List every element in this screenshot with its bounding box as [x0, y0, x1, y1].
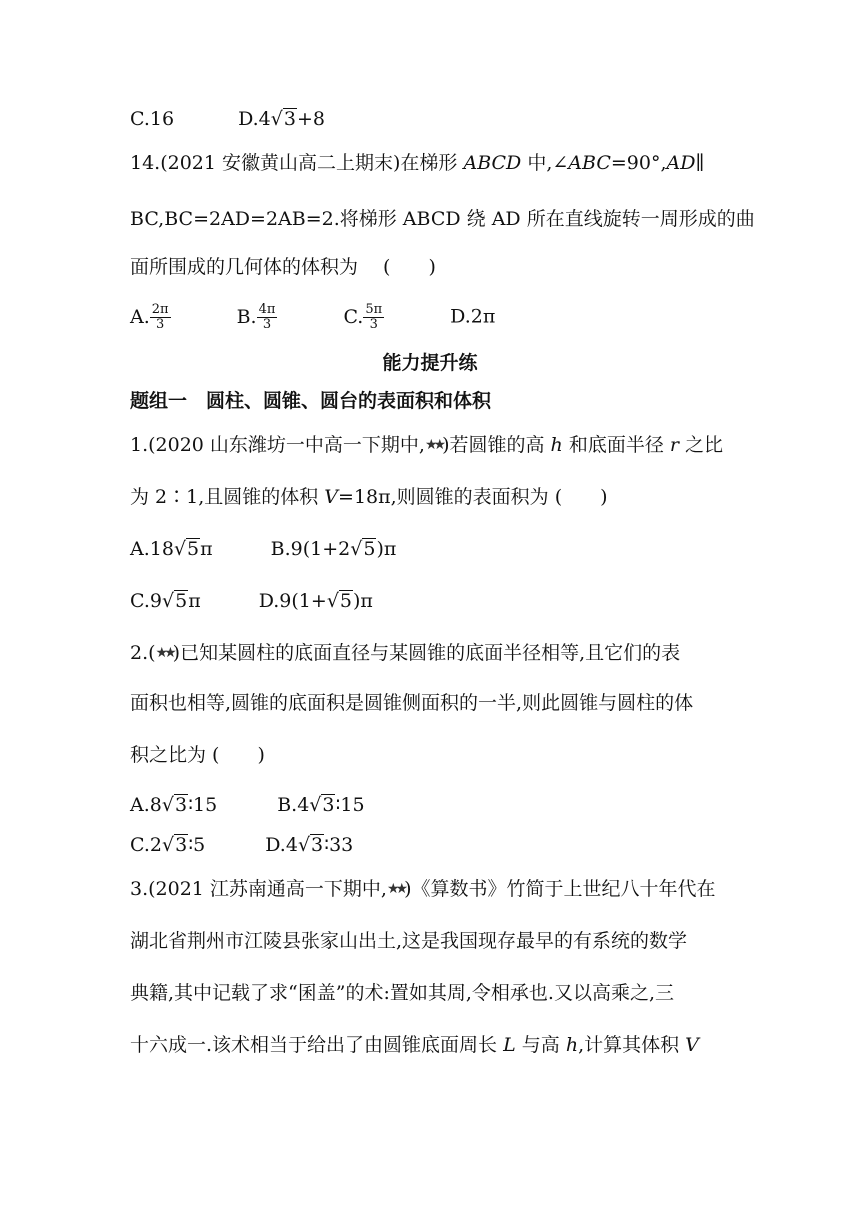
q14-options — [130, 303, 495, 332]
q3-line-4: 十六成一.该术相当于给出了由圆锥底面周长 L 与高 h,计算其体积 V — [130, 1034, 699, 1056]
sqrt: √5 — [350, 538, 376, 560]
fraction: $\frac{5\pi}{3}$ — [365, 302, 383, 332]
sqrt: √3 — [309, 794, 335, 816]
option-c: C.2√3∶5 — [130, 834, 206, 856]
option-b: B.9(1+2√5)π — [270, 538, 397, 560]
difficulty-star-icon: ★★ — [386, 881, 405, 897]
option-b: B.4√3∶15 — [277, 794, 365, 816]
sqrt: √5 — [173, 538, 200, 560]
sqrt: √3 — [162, 834, 188, 856]
q2-line-2: 面积也相等,圆锥的底面积是圆锥侧面积的一半,则此圆锥与圆柱的体 — [130, 692, 694, 714]
q3-line-1: 3.(2021 江苏南通高一下期中,★★)《算数书》竹简于上世纪八十年代在 — [130, 878, 716, 900]
q3-line-2: 湖北省荆州市江陵县张家山出土,这是我国现存最早的有系统的数学 — [130, 930, 688, 952]
option-c: C. $\frac{5\pi}{3}$ — [343, 302, 383, 332]
fraction: $\frac{2\pi}{3}$ — [151, 302, 169, 332]
difficulty-star-icon: ★★ — [424, 437, 443, 453]
option-c: C.9√5π — [130, 590, 201, 612]
difficulty-star-icon: ★★ — [155, 645, 173, 661]
sqrt: √3 — [297, 834, 324, 856]
q13-options-cd — [130, 106, 325, 132]
sqrt: √5 — [326, 590, 353, 612]
option-d: D.9(1+√5)π — [258, 590, 373, 612]
option-d: D.2π — [450, 305, 496, 328]
q1-line-2: 为 2∶1,且圆锥的体积 V=18π,则圆锥的表面积为 ( ) — [130, 486, 608, 508]
option-a: A.8√3∶15 — [130, 794, 218, 816]
q14-line-3: 面所围成的几何体的体积为 ( ) — [130, 256, 436, 278]
q1-line-1: 1.(2020 山东潍坊一中高一下期中,★★)若圆锥的高 h 和底面半径 r 之比 — [130, 434, 724, 456]
q3-line-3: 典籍,其中记载了求“囷盖”的术:置如其周,令相承也.又以高乘之,三 — [130, 982, 674, 1004]
q2-line-1: 2.(★★)已知某圆柱的底面直径与某圆锥的底面半径相等,且它们的表 — [130, 642, 681, 664]
option-a: A. $\frac{2\pi}{3}$ — [130, 302, 169, 332]
q1-options-ab — [130, 536, 396, 562]
option-a: A.18√5π — [130, 538, 213, 560]
option-b: B. $\frac{4\pi}{3}$ — [236, 302, 276, 332]
section-title: 能力提升练 — [382, 352, 478, 374]
option-d: D.4√3+8 — [238, 108, 325, 130]
fraction: $\frac{4\pi}{3}$ — [258, 302, 276, 332]
option-c: C.16 — [130, 108, 175, 130]
group-title: 题组一 圆柱、圆锥、圆台的表面积和体积 — [130, 390, 492, 412]
option-d: D.4√3∶33 — [265, 834, 354, 856]
q2-options-cd — [130, 832, 353, 858]
sqrt: √3 — [161, 794, 188, 816]
q2-options-ab — [130, 792, 365, 818]
q2-line-3: 积之比为 ( ) — [130, 744, 265, 766]
q1-options-cd — [130, 588, 373, 614]
q14-line-2: BC,BC=2AD=2AB=2.将梯形 ABCD 绕 AD 所在直线旋转一周形成的曲 — [130, 208, 755, 230]
q14-line-1: 14.(2021 安徽黄山高二上期末)在梯形 ABCD 中,∠ABC=90°,AD∥ — [130, 152, 705, 174]
sqrt: √5 — [162, 590, 188, 612]
sqrt: √3 — [270, 108, 296, 130]
